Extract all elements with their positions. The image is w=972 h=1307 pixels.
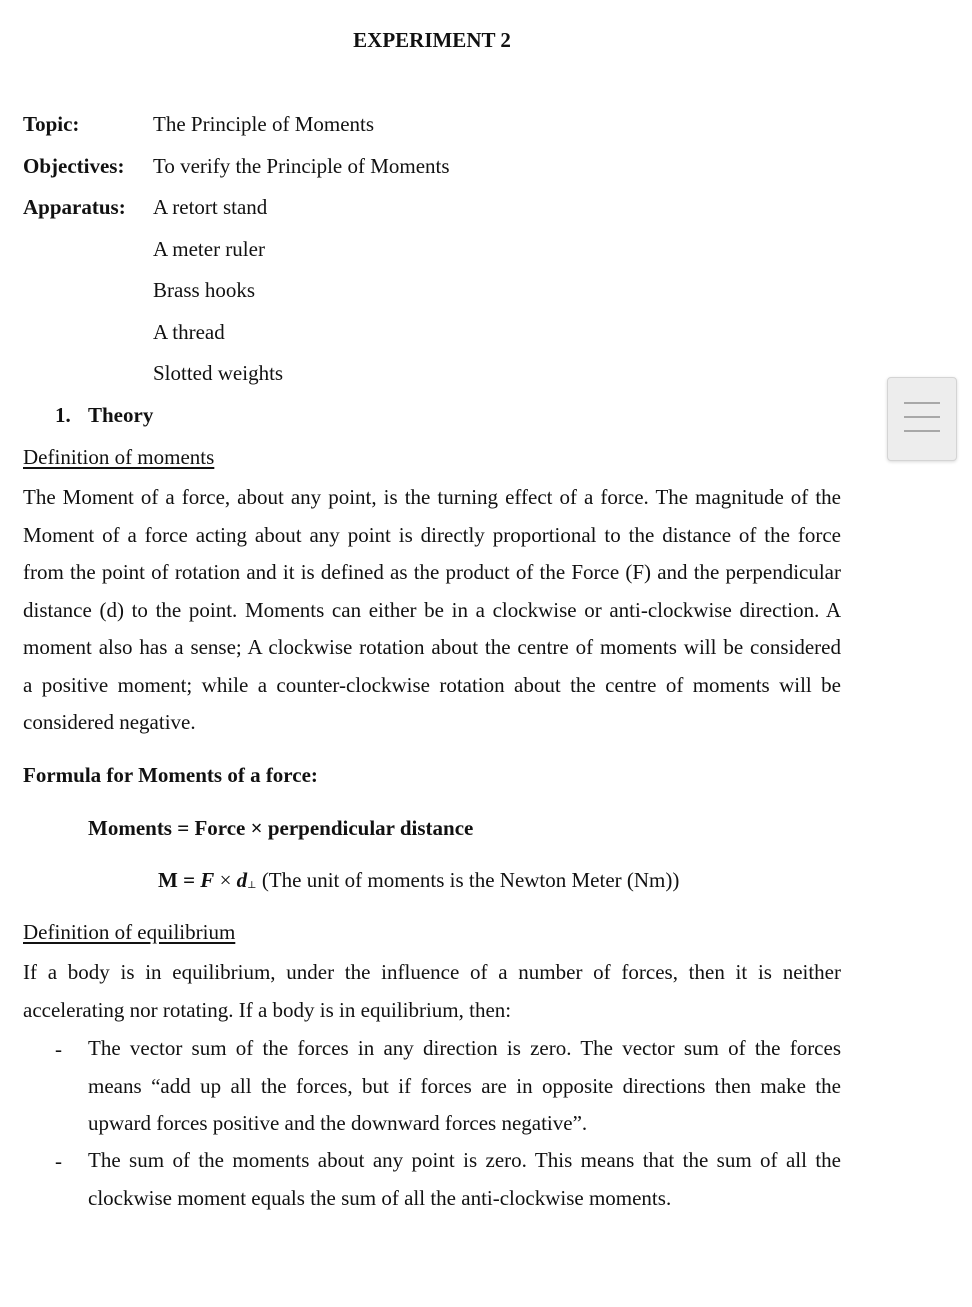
bullet-marker: - (55, 1037, 62, 1061)
formula-force-symbol: F (200, 868, 215, 892)
equilibrium-definition-paragraph (23, 954, 841, 1029)
bullet-line: The sum of the moments about any point is zero. This means that the sum of all the (88, 1148, 841, 1172)
topic-label: Topic: (23, 112, 80, 136)
bullet-item (88, 1030, 841, 1143)
apparatus-label: Apparatus: (23, 195, 126, 219)
formula-heading: Formula for Moments of a force: (23, 763, 318, 787)
apparatus-item: A thread (153, 320, 225, 344)
paragraph-line: a positive moment; while a counter-clockwise rotation about the centre of moments will be (23, 672, 841, 697)
formula-times-symbol: × (214, 868, 237, 892)
formula-m-equals: M = (158, 868, 201, 892)
moments-definition-paragraph (23, 479, 841, 742)
apparatus-item: Brass hooks (153, 278, 256, 302)
bullet-item (88, 1142, 841, 1217)
bullet-line: means “add up all the forces, but if forces are in opposite directions then make the (88, 1073, 841, 1098)
apparatus-item: A meter ruler (153, 237, 265, 261)
bullet-line: The vector sum of the forces in any direction is zero. The vector sum of the forces (88, 1036, 841, 1060)
section-number: 1. (55, 403, 71, 427)
apparatus-item: Slotted weights (153, 361, 284, 385)
bullet-line: clockwise moment equals the sum of all the anti-clockwise moments. (88, 1185, 672, 1210)
formula-distance-symbol: d (236, 868, 248, 892)
formula-unit-note: (The unit of moments is the Newton Meter (Nm)) (261, 868, 680, 892)
paragraph-line: If a body is in equilibrium, under the influence of a number of forces, then it is neither (23, 960, 841, 984)
formula-in-words: Moments = Force × perpendicular distance (88, 816, 474, 840)
bullet-marker: - (55, 1149, 62, 1173)
side-panel-toggle-button[interactable] (887, 377, 957, 461)
topic-value: The Principle of Moments (153, 112, 375, 136)
apparatus-item: A retort stand (153, 195, 268, 219)
paragraph-line: accelerating nor rotating. If a body is in equilibrium, then: (23, 997, 512, 1022)
moments-definition-heading: Definition of moments (23, 445, 215, 469)
objectives-value: To verify the Principle of Moments (153, 154, 450, 178)
paragraph-line: from the point of rotation and it is defined as the product of the Force (F) and the perpendicular (23, 560, 841, 584)
paragraph-line: distance (d) to the point. Moments can either be in a clockwise or anti-clockwise direction. A (23, 597, 841, 622)
paragraph-line: Moment of a force acting about any point is directly proportional to the distance of the force (23, 522, 841, 547)
objectives-label: Objectives: (23, 154, 125, 178)
perpendicular-icon: ⊥ (247, 880, 257, 891)
formula-symbolic (158, 868, 679, 893)
bullet-line: upward forces positive and the downward forces negative”. (88, 1111, 588, 1135)
paragraph-line: considered negative. (23, 710, 196, 734)
equilibrium-definition-heading: Definition of equilibrium (23, 920, 236, 944)
paragraph-line: moment also has a sense; A clockwise rotation about the centre of moments will be considered (23, 635, 841, 659)
document-title: EXPERIMENT 2 (353, 28, 511, 52)
section-heading-theory: Theory (88, 403, 154, 427)
paragraph-line: The Moment of a force, about any point, is the turning effect of a force. The magnitude of the (23, 485, 841, 509)
